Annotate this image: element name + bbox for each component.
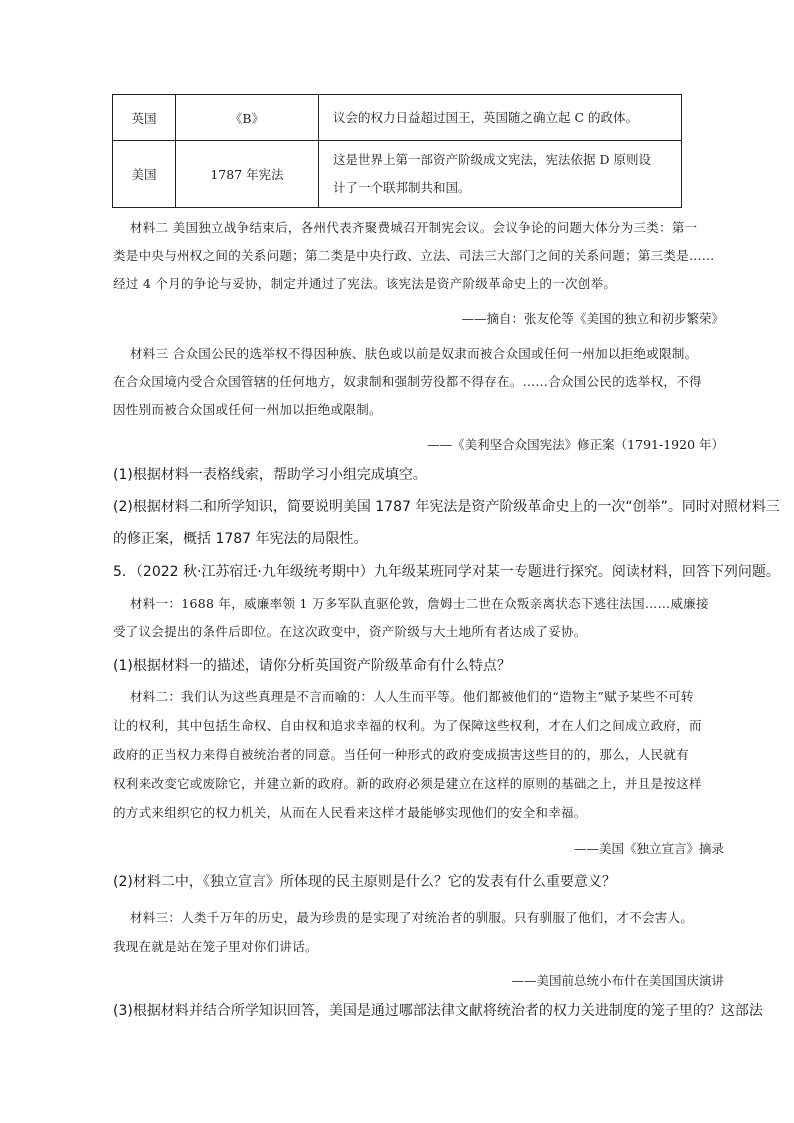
q5-material3-line: 我现在就是站在笼子里对你们讲话。 xyxy=(113,939,318,954)
material3-source: ——《美利坚合众国宪法》修正案（1791-1920 年） xyxy=(427,437,724,452)
table-row xyxy=(113,141,682,208)
material3-line: 因性别而被合众国或任何一州加以拒绝或限制。 xyxy=(113,402,382,417)
table-row xyxy=(113,95,682,141)
q5-sub1: (1)根据材料一的描述，请你分析英国资产阶级革命有什么特点？ xyxy=(113,658,511,674)
q5-material2-line: 的方式来组织它的权力机关，从而在人民看来这样才最能够实现他们的安全和幸福。 xyxy=(113,805,587,820)
table-cell-item: 《B》 xyxy=(176,95,319,141)
q5-material2-line: 政府的正当权力来得自被统治者的同意。当任何一种形式的政府变成损害这些目的的，那么，人民就有 xyxy=(113,747,690,762)
q5-header: 5．（2022 秋·江苏宿迁·九年级统考期中）九年级某班同学对某一专题进行探究。阅读材料，回答下列问题。 xyxy=(113,564,780,580)
material2-line: 经过 4 个月的争论与妥协，制定并通过了宪法。该宪法是资产阶级革命史上的一次创举。 xyxy=(113,276,617,291)
material1-table xyxy=(112,94,682,208)
q5-material2-line: 材料二：我们认为这些真理是不言而喻的：人人生而平等。他们都被他们的“造物主”赋予某些不可转 xyxy=(130,689,694,704)
q5-material1-line: 受了议会提出的条件后即位。在这次政变中，资产阶级与大土地所有者达成了妥协。 xyxy=(113,624,587,639)
q5-material2-line: 让的权利，其中包括生命权、自由权和追求幸福的权利。为了保障这些权利，才在人们之间成立政府，而 xyxy=(113,718,702,733)
material2-source: ——摘自：张友伦等《美国的独立和初步繁荣》 xyxy=(461,311,724,326)
material2-line: 材料二 美国独立战争结束后，各州代表齐聚费城召开制宪会议。会议争论的问题大体分为三类：第一 xyxy=(130,220,698,235)
q4-sub2-line: (2)根据材料二和所学知识，简要说明美国 1787 年宪法是资产阶级革命史上的一次“创举”。同时对照材料三 xyxy=(113,499,780,515)
material3-line: 材料三 合众国公民的选举权不得因种族、肤色或以前是奴隶而被合众国或任何一州加以拒绝或限制。 xyxy=(130,346,698,361)
q5-material2-line: 权利来改变它或废除它，并建立新的政府。新的政府必须是建立在这样的原则的基础之上，并且是按这样 xyxy=(113,776,702,791)
q5-sub3: (3)根据材料并结合所学知识回答，美国是通过哪部法律文献将统治者的权力关进制度的笼子里的？这部法 xyxy=(113,1003,763,1019)
q5-material3-source: ——美国前总统小布什在美国国庆演讲 xyxy=(511,973,724,988)
table-cell-desc: 议会的权力日益超过国王，英国随之确立起 C 的政体。 xyxy=(319,95,682,141)
table-cell-country: 美国 xyxy=(113,141,176,208)
material2-line: 类是中央与州权之间的关系问题；第二类是中央行政、立法、司法三大部门之间的关系问题；第三类是…… xyxy=(113,248,715,263)
q4-sub1: (1)根据材料一表格线索，帮助学习小组完成填空。 xyxy=(113,467,427,483)
q5-material2-source: ——美国《独立宣言》摘录 xyxy=(573,841,724,856)
table-cell-desc: 这是世界上第一部资产阶级成文宪法，宪法依据 D 原则设 计了一个联邦制共和国。 xyxy=(319,141,682,208)
q4-sub2-line: 的修正案，概括 1787 年宪法的局限性。 xyxy=(113,531,368,547)
material3-line: 在合众国境内受合众国管辖的任何地方，奴隶制和强制劳役都不得存在。……合众国公民的选举权，不得 xyxy=(113,374,702,389)
q5-material3-line: 材料三：人类千万年的历史，最为珍贵的是实现了对统治者的驯服。只有驯服了他们，才不会害人。 xyxy=(130,910,694,925)
q5-sub2: (2)材料二中，《独立宣言》所体现的民主原则是什么？它的发表有什么重要意义？ xyxy=(113,874,616,890)
q5-material1-line: 材料一：1688 年，威廉率领 1 万多军队直驱伦敦，詹姆士二世在众叛亲离状态下逃往法国……威廉接 xyxy=(130,596,709,611)
table-cell-item: 1787 年宪法 xyxy=(176,141,319,208)
table-cell-country: 英国 xyxy=(113,95,176,141)
